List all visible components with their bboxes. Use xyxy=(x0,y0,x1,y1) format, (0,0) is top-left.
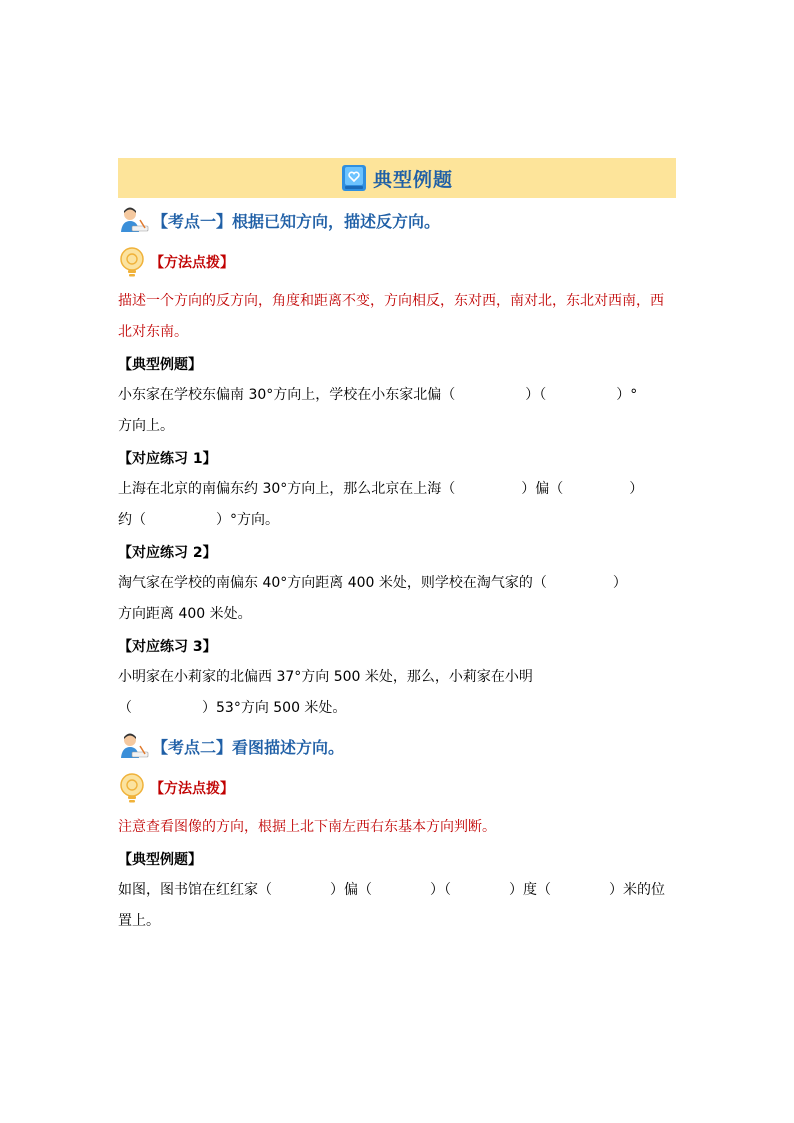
q-text: ）° xyxy=(616,387,638,403)
method-heading-2 xyxy=(118,770,676,806)
kaodian-1-title: 【考点一】根据已知方向，描述反方向。 xyxy=(152,211,441,231)
q-text: ）偏（ xyxy=(521,481,564,497)
example-label-2: 【典型例题】 xyxy=(118,852,202,868)
exercise-question-1 xyxy=(118,474,676,536)
example-question-2 xyxy=(118,875,676,937)
exercise-question-2 xyxy=(118,568,676,630)
q-text: ） xyxy=(612,575,627,591)
q-text: 约（ xyxy=(118,512,146,528)
exercise-label-2: 【对应练习 2】 xyxy=(118,545,217,561)
method-label-1: 【方法点拨】 xyxy=(150,255,234,271)
q-text: 上海在北京的南偏东约 30°方向上，那么北京在上海（ xyxy=(118,481,456,497)
exercise-label-3: 【对应练习 3】 xyxy=(118,639,217,655)
q-text: 小东家在学校东偏南 30°方向上，学校在小东家北偏（ xyxy=(118,387,456,403)
q-text: ）（ xyxy=(430,882,451,898)
q-text: ）偏（ xyxy=(330,882,372,898)
example-label-1: 【典型例题】 xyxy=(118,357,202,373)
exercise-question-3 xyxy=(118,662,676,724)
q-text: 方向上。 xyxy=(118,418,174,434)
method-text-1: 描述一个方向的反方向，角度和距离不变，方向相反，东对西，南对北，东北对西南，西北对东南。 xyxy=(118,293,664,340)
q-text: ） xyxy=(629,481,644,497)
example-question-1 xyxy=(118,380,676,442)
lightbulb-icon xyxy=(118,772,146,804)
section-banner xyxy=(118,158,676,198)
q-text: 置上。 xyxy=(118,913,160,929)
q-text: ）°方向。 xyxy=(216,512,279,528)
worksheet-page xyxy=(118,158,676,937)
q-text: 如图，图书馆在红红家（ xyxy=(118,882,272,898)
q-text: 方向距离 400 米处。 xyxy=(118,606,252,622)
q-text: ）53°方向 500 米处。 xyxy=(202,700,347,716)
student-writing-icon xyxy=(118,204,150,236)
q-text: ）（ xyxy=(525,387,547,403)
student-writing-icon xyxy=(118,730,150,762)
lightbulb-icon xyxy=(118,246,146,278)
method-text-2: 注意查看图像的方向，根据上北下南左西右东基本方向判断。 xyxy=(118,819,496,835)
q-text: （ xyxy=(118,700,132,716)
q-text: 小明家在小莉家的北偏西 37°方向 500 米处，那么，小莉家在小明 xyxy=(118,669,533,685)
kaodian-2-title: 【考点二】看图描述方向。 xyxy=(152,737,345,757)
q-text: 淘气家在学校的南偏东 40°方向距离 400 米处，则学校在淘气家的（ xyxy=(118,575,547,591)
method-heading-1 xyxy=(118,244,676,280)
kaodian-2-heading xyxy=(118,728,676,764)
heart-book-icon xyxy=(341,164,367,192)
kaodian-1-heading xyxy=(118,202,676,238)
method-label-2: 【方法点拨】 xyxy=(150,781,234,797)
q-text: ）米的位 xyxy=(609,882,665,898)
banner-title: 典型例题 xyxy=(372,168,453,191)
exercise-label-1: 【对应练习 1】 xyxy=(118,451,217,467)
q-text: ）度（ xyxy=(509,882,551,898)
